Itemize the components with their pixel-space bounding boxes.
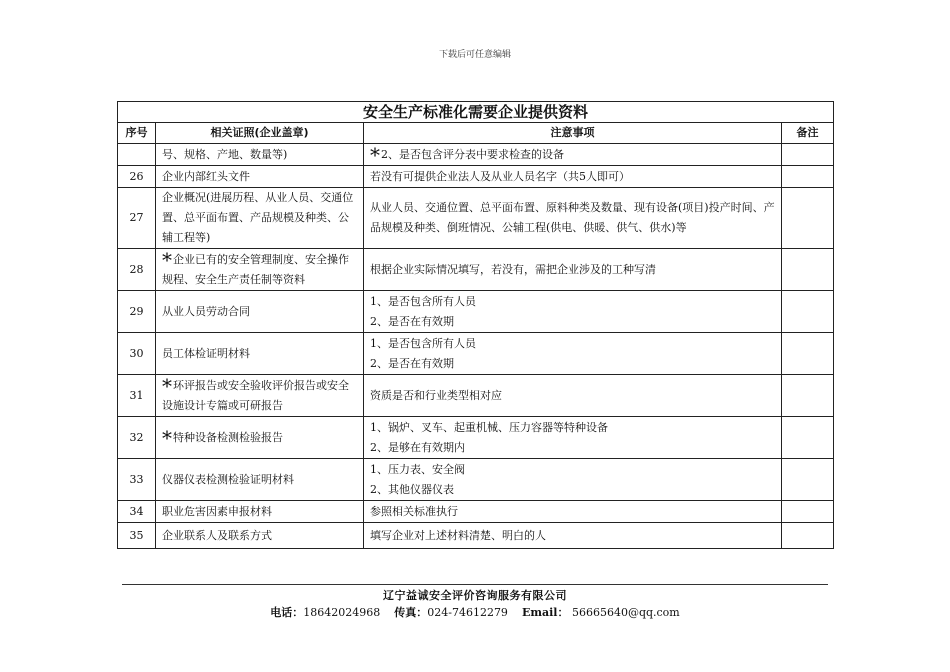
row-document (156, 249, 364, 291)
row-number: 32 (118, 417, 156, 459)
row-number: 34 (118, 501, 156, 523)
email-address: 56665640@qq.com (571, 606, 680, 619)
row-remark (782, 417, 834, 459)
notes-line (370, 142, 775, 167)
row-notes (364, 291, 782, 333)
column-header-document: 相关证照(企业盖章) (156, 123, 364, 144)
row-number: 35 (118, 523, 156, 549)
notes-text: 根据企业实际情况填写，若没有，需把企业涉及的工种写清 (370, 262, 656, 276)
notes-text: 从业人员、交通位置、总平面布置、原料种类及数量、现有设备(项目)投产时间、产品规模及种类、倒班情况、公辅工程(供电、供暖、供气、供水)等 (370, 201, 775, 234)
row-document (156, 144, 364, 166)
notes-line (370, 418, 775, 438)
asterisk-icon: * (162, 247, 172, 272)
table-row (118, 501, 834, 523)
document-text: 职业危害因素申报材料 (162, 504, 272, 518)
row-notes (364, 188, 782, 249)
row-document (156, 188, 364, 249)
row-remark (782, 291, 834, 333)
phone-number: 18642024968 (303, 606, 381, 619)
document-text: 企业内部红头文件 (162, 169, 250, 183)
row-remark (782, 333, 834, 375)
document-text: 企业概况(进展历程、从业人员、交通位置、总平面布置、产品规模及种类、公辅工程等) (162, 191, 354, 244)
table-row (118, 333, 834, 375)
notes-line (370, 438, 775, 458)
row-document (156, 501, 364, 523)
notes-text: 1、是否包含所有人员 (370, 336, 476, 350)
notes-text: 2、是否在有效期 (370, 314, 454, 328)
notes-text: 参照相关标准执行 (370, 504, 458, 518)
notes-text: 2、是否包含评分表中要求检查的设备 (381, 147, 564, 161)
notes-text: 填写企业对上述材料清楚、明白的人 (370, 528, 546, 542)
fax-number: 024-74612279 (427, 606, 508, 619)
phone-label: 电话： (270, 606, 304, 619)
row-remark (782, 501, 834, 523)
row-document (156, 291, 364, 333)
document-text: 员工体检证明材料 (162, 346, 250, 360)
notes-line (370, 167, 775, 187)
row-document (156, 459, 364, 501)
fax-label: 传真： (394, 606, 428, 619)
notes-text: 1、锅炉、叉车、起重机械、压力容器等特种设备 (370, 420, 608, 434)
row-remark (782, 459, 834, 501)
notes-line (370, 312, 775, 332)
company-name: 辽宁益诚安全评价咨询服务有限公司 (383, 589, 567, 602)
row-notes (364, 501, 782, 523)
row-notes (364, 417, 782, 459)
asterisk-icon: * (162, 373, 172, 398)
table-title: 安全生产标准化需要企业提供资料 (118, 102, 834, 123)
notes-text: 2、是够在有效期内 (370, 440, 465, 454)
notes-line (370, 460, 775, 480)
notes-line (370, 526, 775, 546)
row-document (156, 375, 364, 417)
notes-text: 1、压力表、安全阀 (370, 462, 465, 476)
notes-line (370, 354, 775, 374)
asterisk-icon: * (370, 142, 380, 167)
notes-text: 2、是否在有效期 (370, 356, 454, 370)
notes-line (370, 502, 775, 522)
row-notes (364, 249, 782, 291)
table-body (118, 144, 834, 549)
table-row (118, 459, 834, 501)
row-number: 27 (118, 188, 156, 249)
notes-text: 2、其他仪器仪表 (370, 482, 454, 496)
contact-line (122, 604, 828, 620)
notes-text: 1、是否包含所有人员 (370, 294, 476, 308)
asterisk-icon: * (162, 425, 172, 450)
row-document (156, 333, 364, 375)
notes-line (370, 260, 775, 280)
row-document (156, 523, 364, 549)
table-row (118, 375, 834, 417)
document-text: 企业联系人及联系方式 (162, 528, 272, 542)
row-number (118, 144, 156, 166)
column-header-notes: 注意事项 (364, 123, 782, 144)
notes-line (370, 334, 775, 354)
document-text: 环评报告或安全验收评价报告或安全设施设计专篇或可研报告 (162, 378, 349, 412)
row-notes (364, 375, 782, 417)
notes-line (370, 198, 775, 238)
document-text: 企业已有的安全管理制度、安全操作规程、安全生产责任制等资料 (162, 252, 349, 286)
notes-text: 若没有可提供企业法人及从业人员名字（共5人即可） (370, 169, 630, 183)
row-remark (782, 188, 834, 249)
row-notes (364, 459, 782, 501)
email-label: Email： (521, 606, 569, 619)
notes-line (370, 480, 775, 500)
notes-line (370, 386, 775, 406)
table-row (118, 166, 834, 188)
document-text: 从业人员劳动合同 (162, 304, 250, 318)
row-remark (782, 249, 834, 291)
row-document (156, 417, 364, 459)
row-remark (782, 166, 834, 188)
header-note: 下载后可任意编辑 (438, 50, 511, 60)
column-header-remark: 备注 (782, 123, 834, 144)
document-text: 仪器仪表检测检验证明材料 (162, 472, 294, 486)
table-row (118, 417, 834, 459)
row-remark (782, 523, 834, 549)
row-document (156, 166, 364, 188)
row-number: 33 (118, 459, 156, 501)
row-notes (364, 333, 782, 375)
table-row (118, 291, 834, 333)
footer (122, 584, 828, 620)
notes-text: 资质是否和行业类型相对应 (370, 388, 502, 402)
notes-line (370, 292, 775, 312)
row-number: 29 (118, 291, 156, 333)
row-remark (782, 144, 834, 166)
row-number: 28 (118, 249, 156, 291)
document-text: 特种设备检测检验报告 (173, 430, 283, 444)
table-row (118, 144, 834, 166)
requirements-table (117, 101, 834, 549)
row-number: 30 (118, 333, 156, 375)
row-notes (364, 523, 782, 549)
row-number: 26 (118, 166, 156, 188)
row-notes (364, 166, 782, 188)
table-row (118, 523, 834, 549)
column-header-no: 序号 (118, 123, 156, 144)
row-number: 31 (118, 375, 156, 417)
row-notes (364, 144, 782, 166)
table-row (118, 249, 834, 291)
table-row (118, 188, 834, 249)
row-remark (782, 375, 834, 417)
document-text: 号、规格、产地、数量等) (162, 147, 288, 161)
